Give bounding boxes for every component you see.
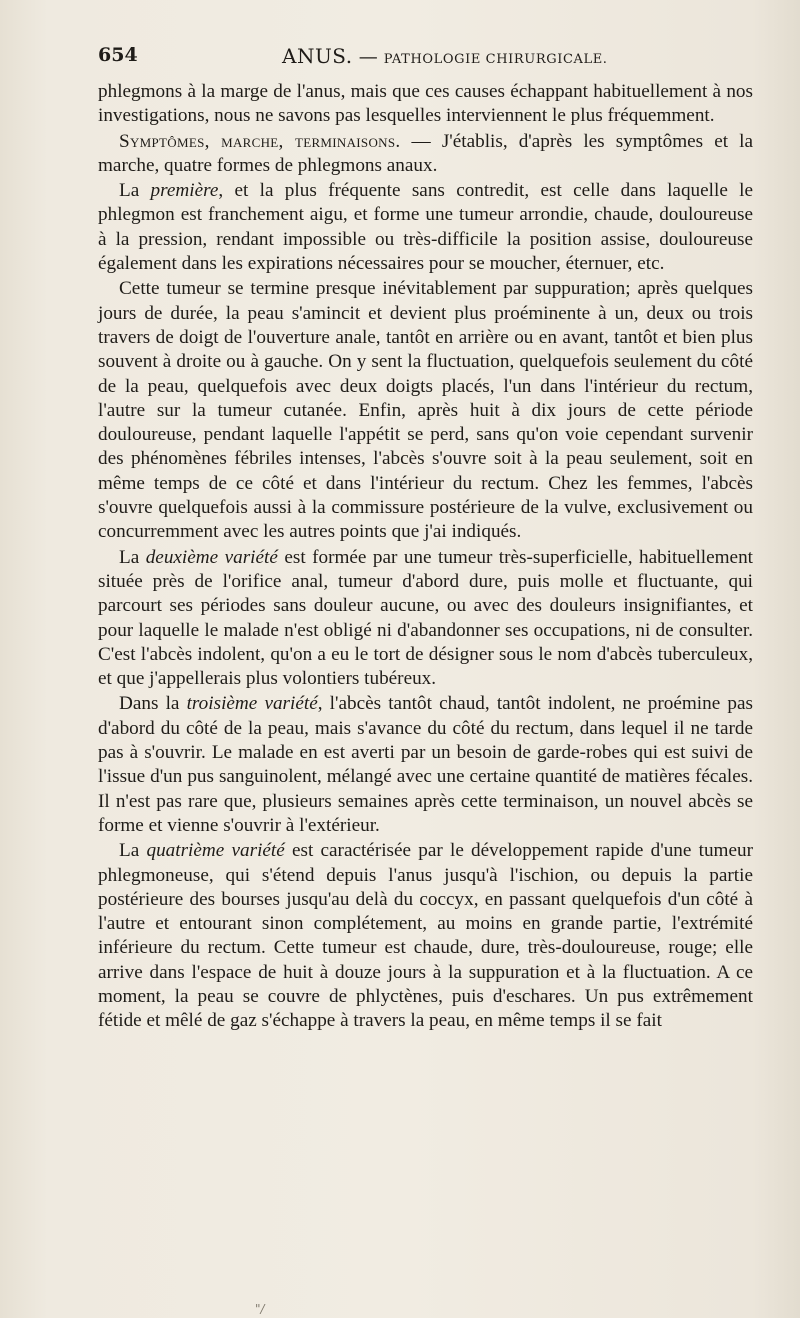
paragraph-2 bbox=[98, 130, 753, 179]
paragraph-5 bbox=[98, 546, 753, 692]
paragraph-3-text: , et la plus fréquente sans contredit, est celle dans laquelle le phlegmon est franchement aigu, et forme une tumeur arrondie, chaude, douloureuse à la pression, rendant impossible ou très-difficile la position assise, douloureuse également dans les expirations nécessaires pour se moucher, éternuer, etc. bbox=[98, 180, 753, 275]
paragraph-3-lead: La bbox=[119, 180, 151, 202]
paragraph-5-text: est formée par une tumeur très-superficielle, habituellement située près de l'orifice anal, tumeur d'abord dure, puis molle et fluctuante, qui parcourt ses périodes sans douleur aucune, ou avec des douleurs insignifiantes, et pour laquelle le malade n'est obligé ni d'abandonner ses occupations, ni de consulter. C'est l'abcès indolent, qu'on a eu le tort de désigner sous le nom d'abcès tuberculeux, et que j'appellerais plus volontiers tubéreux. bbox=[98, 546, 753, 690]
paragraph-7-lead: La bbox=[119, 840, 147, 862]
page-header bbox=[98, 44, 753, 74]
page-number: 654 bbox=[98, 44, 138, 66]
paragraph-6 bbox=[98, 692, 753, 838]
running-title-dash: — bbox=[352, 46, 384, 68]
paragraph-5-lead: La bbox=[119, 546, 146, 568]
footer-mark: "/ bbox=[255, 1302, 265, 1316]
paragraph-2-text: — J'établis, d'après les symptômes et la marche, quatre formes de phlegmons anaux. bbox=[98, 130, 753, 176]
paragraph-1: phlegmons à la marge de l'anus, mais que ces causes échappant habituellement à nos investigations, nous ne savons pas lesquelles interviennent le plus fréquemment. bbox=[98, 81, 753, 127]
paragraph-7-text: est caractérisée par le développement rapide d'une tumeur phlegmoneuse, qui s'étend depuis l'anus jusqu'à l'ischion, ou depuis la partie postérieure des bourses jusqu'au delà du coccyx, en passant quelquefois d'un côté à l'autre et entourant sinon complétement, au moins en grande partie, l'extrémité inférieure du rectum. Cette tumeur est chaude, dure, très-douloureuse, rouge; elle arrive dans l'espace de huit à douze jours à la suppuration et à la fluctuation. A ce moment, la peau se couvre de phlyctènes, puis d'eschares. Un pus extrêmement fétide et mêlé de gaz s'échappe à travers la peau, en même temps il se fait bbox=[98, 840, 753, 1032]
term-premiere: première bbox=[150, 180, 219, 202]
running-title bbox=[282, 44, 608, 68]
paragraph-4: Cette tumeur se termine presque inévitablement par suppuration; après quelques jours de durée, la peau s'amincit et devient plus proéminente à un, deux ou trois travers de doigt de l'ouverture anale, tantôt en arrière ou en avant, tantôt et bien plus souvent à droite ou à gauche. On y sent la fluctuation, quelquefois seulement du côté de la peau, quelquefois avec deux doigts placés, l'un dans l'intérieur du rectum, l'autre sur la tumeur cutanée. Enfin, après huit à dix jours de cette période douloureuse, pendant laquelle l'appétit se perd, sans qu'on voie cependant survenir des phénomènes fébriles intenses, l'abcès s'ouvre soit à la peau seulement, soit en même temps de ce côté et dans l'intérieur du rectum. Chez les femmes, l'abcès s'ouvre quelquefois aussi à la commissure postérieure de la vulve, exclusivement ou concurremment avec les autres points que j'ai indiqués. bbox=[98, 278, 753, 543]
paragraph-6-text: , l'abcès tantôt chaud, tantôt indolent, ne proémine pas d'abord du côté de la peau, mais s'avance du côté du rectum, dans lequel il ne tarde pas à s'ouvrir. Le malade en est averti par un besoin de garde-robes qui est suivi de l'issue d'un pus sanguinolent, mélangé avec une certaine quantité de matières fécales. Il n'est pas rare que, plusieurs semaines après cette terminaison, un nouvel abcès se forme et vienne s'ouvrir à l'extérieur. bbox=[98, 693, 753, 836]
body-text bbox=[98, 80, 753, 1035]
running-title-sub: PATHOLOGIE CHIRURGICALE. bbox=[383, 52, 608, 67]
term-deuxieme-variete: deuxième variété bbox=[145, 546, 278, 568]
term-quatrieme-variete: quatrième variété bbox=[146, 840, 285, 862]
term-troisieme-variete: troisième variété bbox=[186, 693, 318, 715]
paragraph-6-lead: Dans la bbox=[119, 693, 187, 715]
paragraph-3 bbox=[98, 179, 753, 276]
paragraph-7 bbox=[98, 839, 753, 1033]
section-heading: Symptômes, marche, terminaisons. bbox=[119, 130, 401, 152]
running-title-main: ANUS. bbox=[282, 44, 353, 68]
